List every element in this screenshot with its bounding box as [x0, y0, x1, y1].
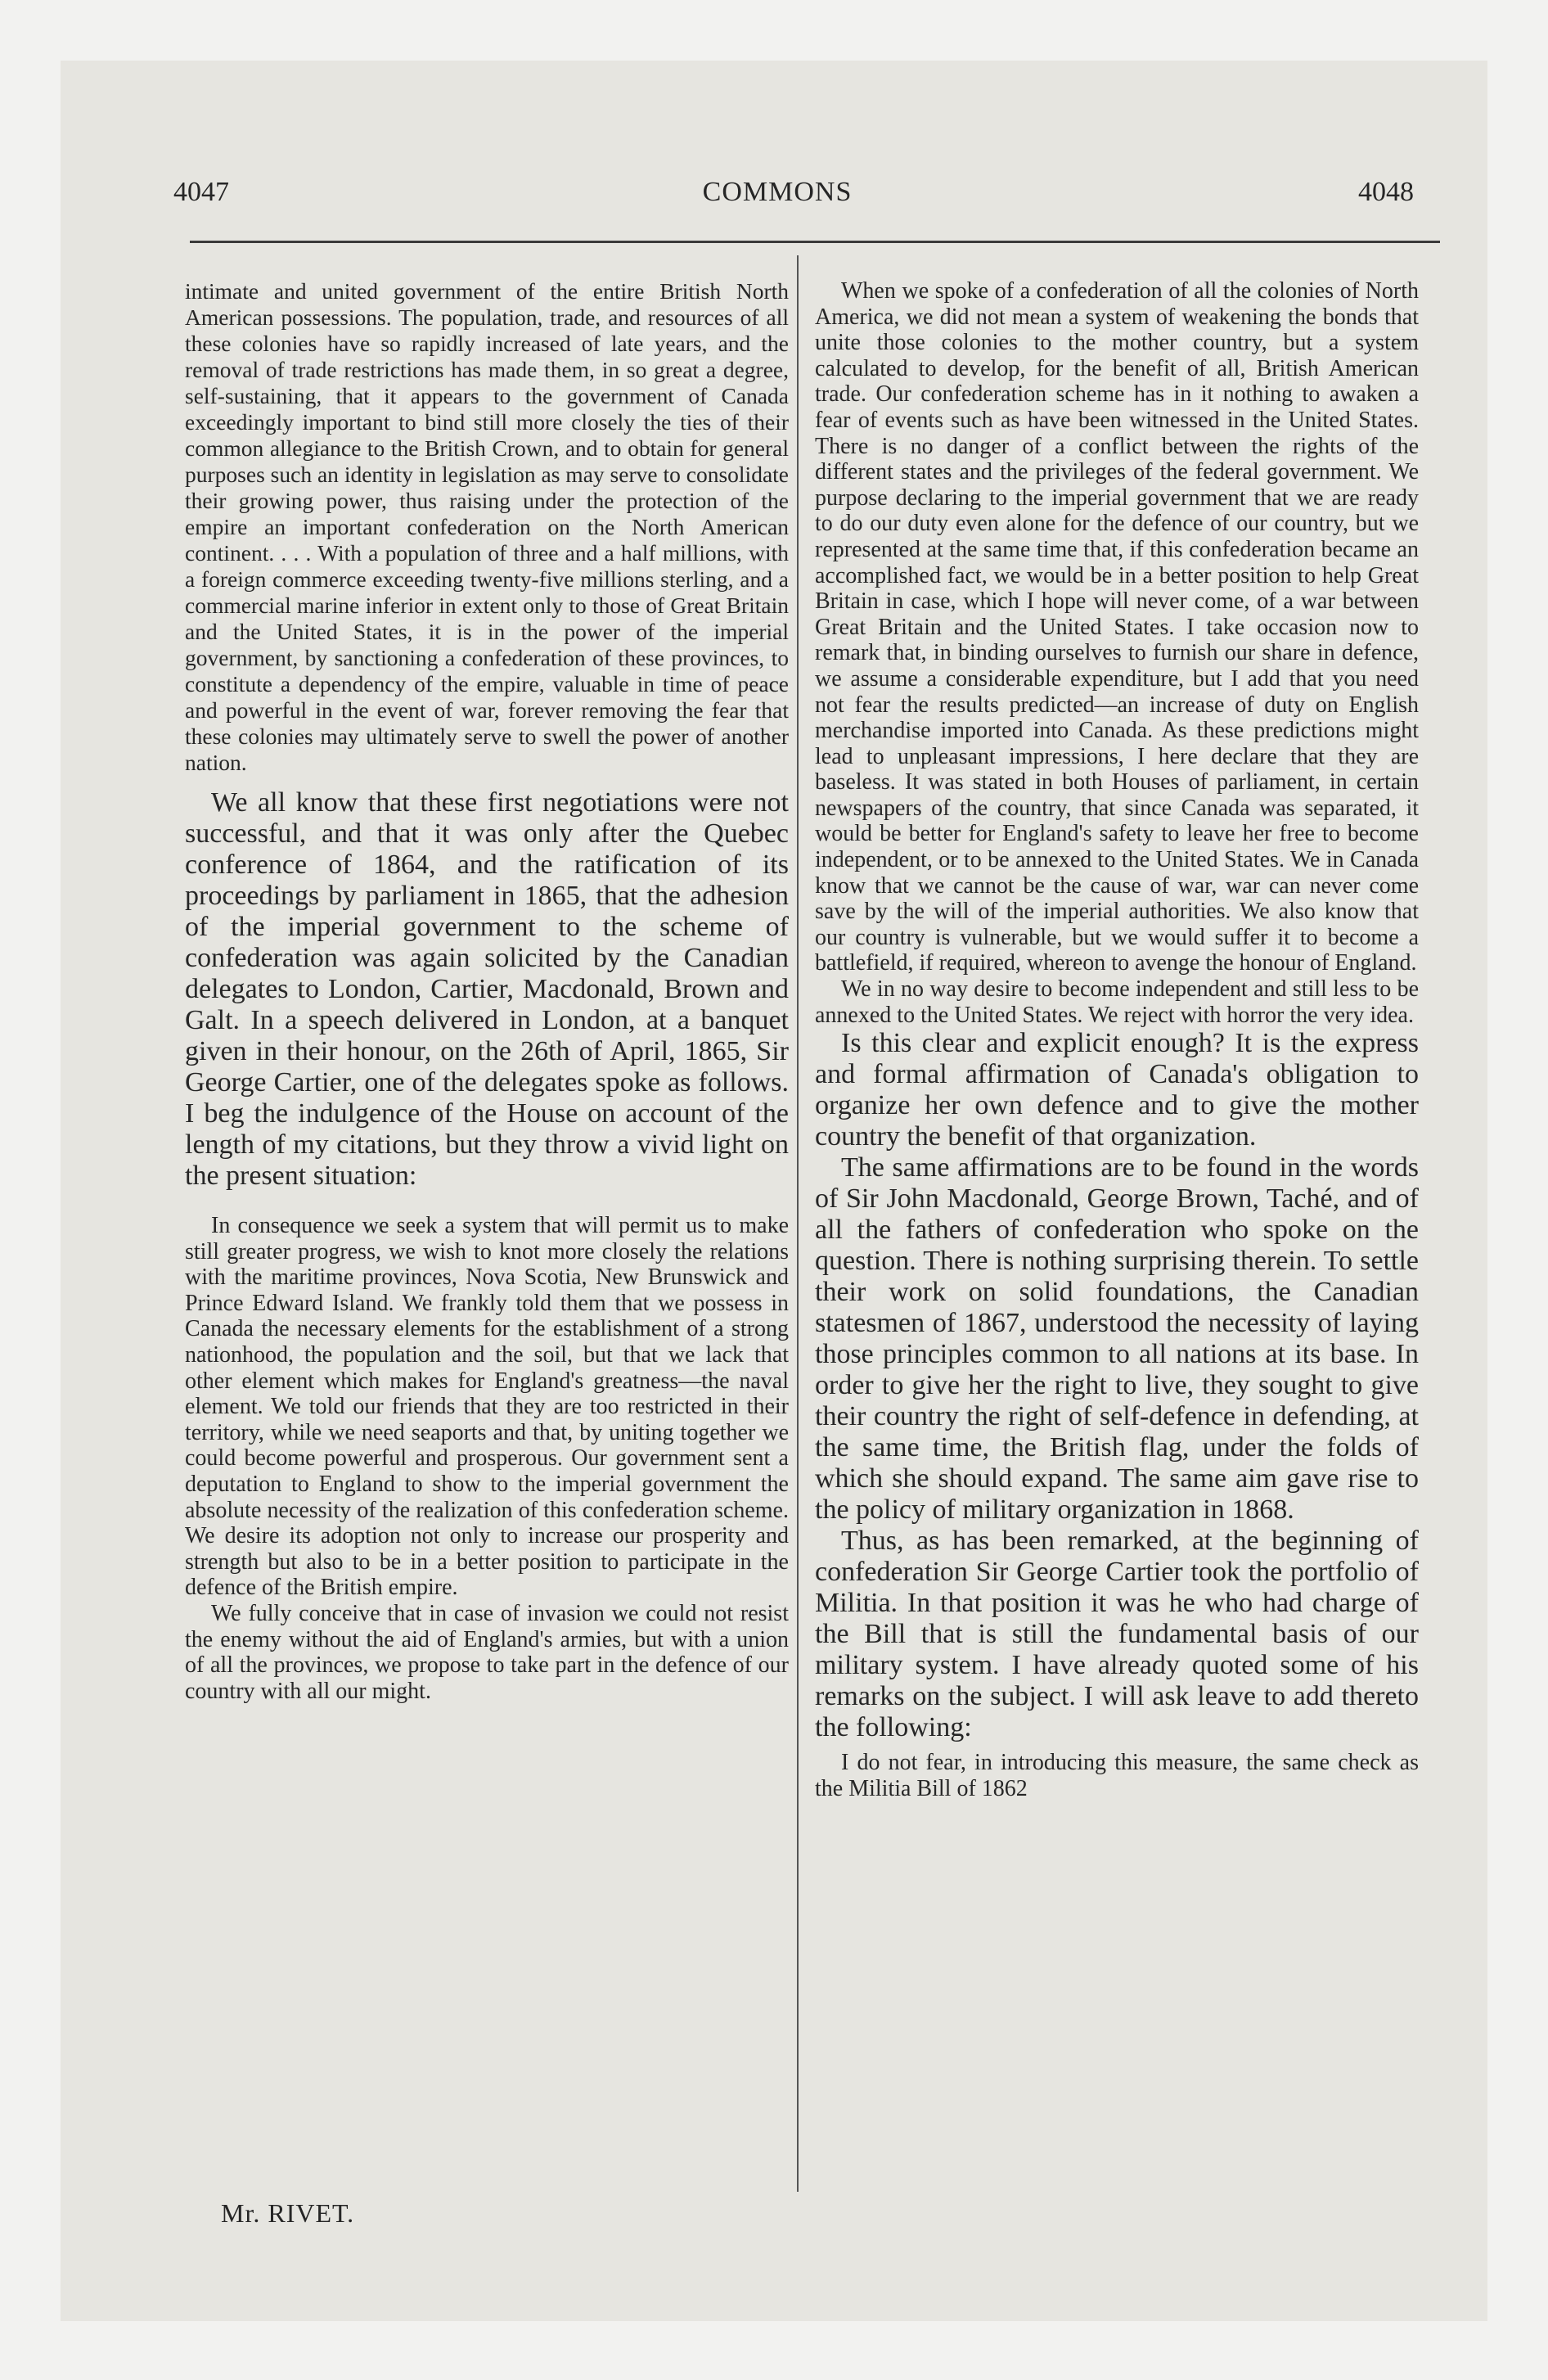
- right-column: [815, 278, 1419, 1801]
- paragraph: Is this clear and explicit enough? It is the express and formal affirmation of Canada's obligation to organize her own defence and to give the mother country the benefit of that organization.: [815, 1028, 1419, 1152]
- paragraph: The same affirmations are to be found in the words of Sir John Macdonald, George Brown, Taché, and of all the fathers of confederation who spoke on the question. There is nothing surprising therein. To settle their work on solid foundations, the Canadian statesmen of 1867, understood the necessity of laying those principles common to all nations at its base. In order to give her the right to live, they sought to give their country the right of self-defence in defending, at the same time, the British flag, under the folds of which she should expand. The same aim gave rise to the policy of military organization in 1868.: [815, 1152, 1419, 1526]
- right-page-number: 4048: [1358, 177, 1414, 207]
- quoted-paragraph: We in no way desire to become independent and still less to be annexed to the United States. We reject with horror the very idea.: [815, 976, 1419, 1028]
- quoted-paragraph: When we spoke of a confederation of all the colonies of North America, we did not mean a system of weakening the bonds that unite those colonies to the mother country, but a system calculated to develop, for the benefit of all, British American trade. Our confederation scheme has in it nothing to awaken a fear of events such as have been witnessed in the United States. There is no danger of a conflict between the rights of the different states and the privileges of the federal government. We purpose declaring to the imperial government that we are ready to do our duty even alone for the defence of our country, but we represented at the same time that, if this confederation became an accomplished fact, we would be in a better position to help Great Britain in case, which I hope will never come, of a war between Great Britain and the United States. I take occasion now to remark that, in binding ourselves to furnish our share in defence, we assume a considerable expenditure, but I add that you need not fear the results predicted—an increase of duty on English merchandise imported into Canada. As these predictions might lead to unpleasant impressions, I here declare that they are baseless. It was stated in both Houses of parliament, in certain newspapers of the country, that since Canada was separated, it would be better for England's safety to leave her free to become independent, or to be annexed to the United States. We in Canada know that we cannot be the cause of war, war can never come save by the will of the imperial authorities. We also know that our country is vulnerable, but we would suffer it to become a battlefield, if required, whereon to avenge the honour of England.: [815, 278, 1419, 976]
- column-divider: [797, 255, 799, 2192]
- left-column: [185, 278, 789, 1704]
- paragraph: intimate and united government of the entire British North American possessions. The population, trade, and resources of all these colonies have so rapidly increased of late years, and the removal of trade restrictions has made them, in so great a degree, self-sustaining, that it appears to the government of Canada exceedingly important to bind still more closely the ties of their common allegiance to the British Crown, and to obtain for general purposes such an identity in legislation as may serve to consolidate their growing power, thus raising under the protection of the empire an important confederation on the North American continent. . . . With a population of three and a half millions, with a foreign commerce exceeding twenty-five millions sterling, and a commercial marine inferior in extent only to those of Great Britain and the United States, it is in the power of the imperial government, by sanctioning a confederation of these provinces, to constitute a dependency of the empire, valuable in time of peace and powerful in the event of war, forever removing the fear that these colonies may ultimately serve to swell the power of another nation.: [185, 278, 789, 775]
- left-page-number: 4047: [173, 177, 229, 207]
- header-rule: [190, 241, 1440, 243]
- quoted-paragraph: I do not fear, in introducing this measure, the same check as the Militia Bill of 1862: [815, 1750, 1419, 1801]
- quoted-paragraph: In consequence we seek a system that will permit us to make still greater progress, we wish to knot more closely the relations with the maritime provinces, Nova Scotia, New Brunswick and Prince Edward Island. We frankly told them that we possess in Canada the necessary elements for the establishment of a strong nationhood, the population and the soil, but that we lack that other element which makes for England's greatness—the naval element. We told our friends that they are too restricted in their territory, while we need seaports and that, by uniting together we could become powerful and prosperous. Our government sent a deputation to England to show to the imperial government the absolute necessity of the realization of this confederation scheme. We desire its adoption not only to increase our prosperity and strength but also to be in a better position to participate in the defence of the British empire.: [185, 1213, 789, 1601]
- speaker-name: Mr. RIVET.: [221, 2198, 355, 2228]
- paragraph: Thus, as has been remarked, at the beginning of confederation Sir George Cartier took the portfolio of Militia. In that position it was he who had charge of the Bill that is still the fundamental basis of our military system. I have already quoted some of his remarks on the subject. I will ask leave to add thereto the following:: [815, 1526, 1419, 1743]
- quoted-paragraph: We fully conceive that in case of invasion we could not resist the enemy without the aid of England's armies, but with a union of all the provinces, we propose to take part in the defence of our country with all our might.: [185, 1600, 789, 1704]
- page-header: [123, 177, 1432, 218]
- paragraph: We all know that these first negotiations were not successful, and that it was only after the Quebec conference of 1864, and the ratification of its proceedings by parliament in 1865, that the adhesion of the imperial government to the scheme of confederation was again solicited by the Canadian delegates to London, Cartier, Macdonald, Brown and Galt. In a speech delivered in London, at a banquet given in their honour, on the 26th of April, 1865, Sir George Cartier, one of the delegates spoke as follows. I beg the indulgence of the House on account of the length of my citations, but they throw a vivid light on the present situation:: [185, 787, 789, 1191]
- header-title: COMMONS: [702, 177, 853, 207]
